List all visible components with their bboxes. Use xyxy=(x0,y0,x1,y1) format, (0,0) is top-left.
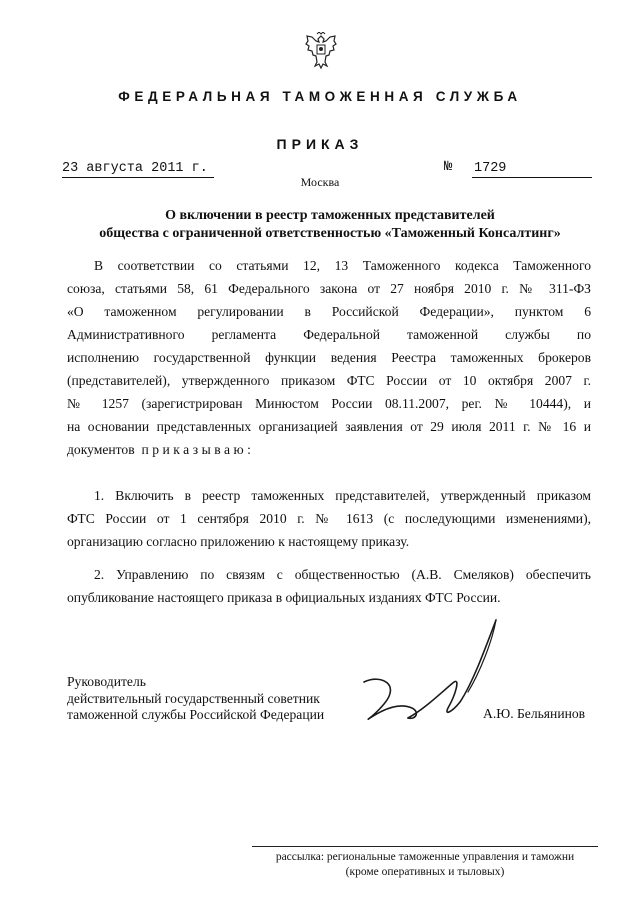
preamble-line: № 1257 (зарегистрирован Минюстом России 08.11.2007, рег. № 10444), и xyxy=(67,396,591,411)
item-line: организацию согласно приложению к настоящему приказу. xyxy=(67,534,410,549)
order-number-label: № xyxy=(444,159,453,175)
order-heading xyxy=(60,207,600,243)
preamble-line: В соответствии со статьями 12, 13 Таможенного кодекса Таможенного xyxy=(94,258,591,273)
agency-name: ФЕДЕРАЛЬНАЯ ТАМОЖЕННАЯ СЛУЖБА xyxy=(118,89,522,104)
item-line: 1. Включить в реестр таможенных представителей, утвержденный приказом xyxy=(94,488,591,503)
distribution-list xyxy=(252,850,598,880)
preamble-paragraph xyxy=(67,254,591,461)
order-item-2 xyxy=(67,563,591,609)
signer-title-line: действительный государственный советник xyxy=(67,690,320,706)
order-date: 23 августа 2011 г. xyxy=(62,161,214,178)
signer-name: А.Ю. Бельянинов xyxy=(483,706,586,721)
preamble-closing-line xyxy=(67,438,591,461)
item-line: 2. Управлению по связям с общественностью (А.В. Смеляков) обеспечить xyxy=(94,567,591,582)
preamble-line: «О таможенном регулировании в Российской Федерации», пунктом 6 xyxy=(67,304,591,319)
item-line: ФТС России от 1 сентября 2010 г. № 1613 (с последующими изменениями), xyxy=(67,511,591,526)
city: Москва xyxy=(300,175,340,189)
preamble-closing-prefix: документов xyxy=(67,442,135,457)
document-type-title: ПРИКАЗ xyxy=(276,136,364,152)
order-item-1 xyxy=(67,484,591,553)
preamble-line: на основании представленных организацией заявления от 29 июля 2011 г. № 16 и xyxy=(67,419,591,434)
order-verb: приказываю: xyxy=(141,442,255,457)
signer-title xyxy=(67,674,324,724)
distribution-line-1: рассылка: региональные таможенные управления и таможни xyxy=(275,851,575,863)
preamble-line: (представителей), утвержденного приказом ФТС России от 10 октября 2007 г. xyxy=(67,373,591,388)
item-line: опубликование настоящего приказа в официальных изданиях ФТС России. xyxy=(67,590,501,605)
signer-title-line: Руководитель xyxy=(67,674,146,689)
distribution-line-2: (кроме оперативных и тыловых) xyxy=(345,866,505,878)
signer-title-line: таможенной службы Российской Федерации xyxy=(67,707,325,722)
footer-divider xyxy=(252,846,598,847)
coat-of-arms-emblem xyxy=(304,32,338,70)
preamble-line: исполнению государственной функции ведения Реестра таможенных брокеров xyxy=(67,350,591,365)
heading-line-2: общества с ограниченной ответственностью «Таможенный Консалтинг» xyxy=(99,226,561,241)
preamble-line: союза, статьями 58, 61 Федерального закона от 27 ноября 2010 г. № 311-ФЗ xyxy=(67,281,591,296)
heading-line-1: О включении в реестр таможенных представителей xyxy=(165,208,495,223)
preamble-line: Административного регламента Федеральной таможенной службы по xyxy=(67,327,591,342)
order-number: 1729 xyxy=(472,161,592,178)
